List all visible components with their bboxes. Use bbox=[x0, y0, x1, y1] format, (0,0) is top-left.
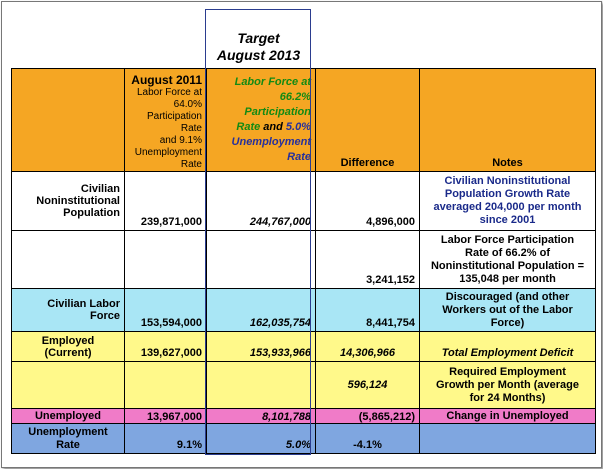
target-title-line1: Target bbox=[237, 30, 280, 46]
blank-cell bbox=[12, 231, 125, 289]
note-line: Labor Force Participation bbox=[440, 233, 575, 246]
note-line: 135,048 per month bbox=[459, 272, 556, 285]
note-line: for 24 Months) bbox=[469, 391, 546, 404]
header-aug2011 bbox=[125, 69, 207, 172]
blank-cell bbox=[125, 362, 207, 409]
label-line: Noninstitutional bbox=[36, 195, 120, 207]
aug2011-value: 139,627,000 bbox=[125, 332, 207, 362]
blank-cell bbox=[125, 231, 207, 289]
label-line: Civilian Labor bbox=[47, 298, 120, 310]
aug2011-value: 13,967,000 bbox=[125, 409, 207, 424]
difference-value: 3,241,152 bbox=[316, 231, 420, 289]
target-value: 5.0% bbox=[207, 424, 316, 454]
aug2011-value: 9.1% bbox=[125, 424, 207, 454]
aug2011-sub6: Rate bbox=[180, 159, 202, 170]
difference-value: -4.1% bbox=[316, 424, 420, 454]
row-label bbox=[12, 424, 125, 454]
labor-table bbox=[11, 68, 596, 454]
note-line: Civilian Noninstitutional bbox=[444, 175, 571, 187]
target-l4b: and bbox=[263, 121, 283, 133]
target-title-line2: August 2013 bbox=[216, 47, 301, 63]
header-blank bbox=[12, 69, 125, 172]
difference-value: 14,306,966 bbox=[316, 332, 420, 362]
aug2011-sub4: and 9.1% bbox=[159, 135, 202, 146]
note-line: Population Growth Rate bbox=[444, 188, 571, 200]
label-line: Unemployment bbox=[28, 425, 108, 438]
label-line: Employed bbox=[41, 334, 95, 347]
table-row bbox=[12, 172, 596, 231]
label-line: Civilian bbox=[80, 183, 120, 195]
aug2011-value: 153,594,000 bbox=[125, 289, 207, 332]
target-value: 162,035,754 bbox=[207, 289, 316, 332]
note-cell: Change in Unemployed bbox=[420, 409, 596, 424]
note-line: averaged 204,000 per month bbox=[433, 201, 582, 213]
aug2011-sub5: Unemployment bbox=[134, 147, 202, 158]
note-line: Noninstitutional Population = bbox=[430, 259, 585, 272]
difference-value: 8,441,754 bbox=[316, 289, 420, 332]
table-row bbox=[12, 231, 596, 289]
row-label bbox=[12, 172, 125, 231]
target-value: 244,767,000 bbox=[207, 172, 316, 231]
note-line: Required Employment bbox=[449, 365, 566, 378]
note-line: Force) bbox=[490, 316, 525, 329]
blank-cell bbox=[207, 362, 316, 409]
target-l4 bbox=[211, 120, 311, 135]
note-cell: Total Employment Deficit bbox=[420, 332, 596, 362]
note-line: Discouraged (and other bbox=[445, 290, 570, 303]
label-line: (Current) bbox=[44, 346, 92, 359]
target-l1: Labor Force at bbox=[234, 76, 311, 88]
label-line: Rate bbox=[56, 438, 80, 451]
note-line: Growth per Month (average bbox=[435, 378, 580, 391]
header-target bbox=[207, 69, 316, 172]
blank-cell bbox=[420, 424, 596, 454]
header-row bbox=[12, 69, 596, 172]
note-line: since 2001 bbox=[479, 214, 536, 226]
blank-cell bbox=[12, 362, 125, 409]
header-notes: Notes bbox=[420, 69, 596, 172]
note-cell bbox=[420, 172, 596, 231]
target-l3: Participation bbox=[244, 106, 311, 118]
blank-cell bbox=[207, 231, 316, 289]
target-column-title bbox=[207, 30, 310, 64]
aug2011-title: August 2011 bbox=[131, 73, 202, 87]
row-label bbox=[12, 332, 125, 362]
note-cell bbox=[420, 289, 596, 332]
target-l6: Rate bbox=[287, 151, 311, 163]
difference-value: (5,865,212) bbox=[316, 409, 420, 424]
difference-value: 4,896,000 bbox=[316, 172, 420, 231]
row-label: Unemployed bbox=[12, 409, 125, 424]
label-line: Population bbox=[63, 207, 120, 219]
note-line: Rate of 66.2% of bbox=[465, 246, 550, 259]
target-value: 8,101,788 bbox=[207, 409, 316, 424]
aug2011-sub2: 64.0% bbox=[173, 99, 202, 110]
target-l4c: 5.0% bbox=[285, 121, 311, 133]
target-l4a: Rate bbox=[236, 121, 261, 133]
target-value: 153,933,966 bbox=[207, 332, 316, 362]
note-line: Workers out of the Labor bbox=[442, 303, 573, 316]
label-line: Force bbox=[90, 310, 120, 322]
note-cell bbox=[420, 231, 596, 289]
note-cell bbox=[420, 362, 596, 409]
table-row bbox=[12, 289, 596, 332]
row-label bbox=[12, 289, 125, 332]
aug2011-value: 239,871,000 bbox=[125, 172, 207, 231]
aug2011-sub3: Participation Rate bbox=[146, 111, 202, 134]
aug2011-sub1: Labor Force at bbox=[136, 87, 202, 98]
table-row bbox=[12, 332, 596, 362]
header-difference: Difference bbox=[316, 69, 420, 172]
difference-value: 596,124 bbox=[316, 362, 420, 409]
table-row bbox=[12, 424, 596, 454]
table-row bbox=[12, 362, 596, 409]
target-l2: 66.2% bbox=[279, 91, 311, 103]
table-row bbox=[12, 409, 596, 424]
target-l5: Unemployment bbox=[231, 136, 311, 148]
